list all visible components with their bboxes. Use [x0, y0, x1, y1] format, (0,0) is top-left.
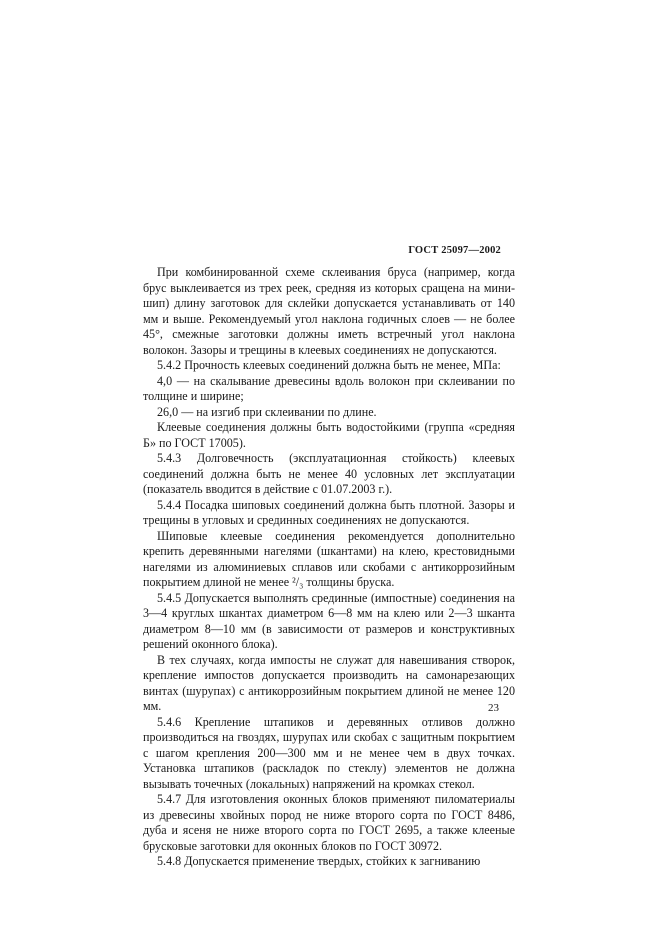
- paragraph-tenon-joints: Шиповые клеевые соединения рекомендуется дополнительно крепить деревянными нагелями (шкантами) на клею, крестовидными нагелями из алюминиевых сплавов или скобами с антикоррозийным покрытием длиной не менее ²/₃ толщины бруска.: [143, 528, 515, 589]
- paragraph-combined-gluing: При комбинированной схеме склеивания бруса (например, когда брус выклеивается из трех реек, средняя из которых сращена на мини-шип) длину заготовок для склейки допускается устанавливать от 140 мм и выше. Рекомендуемый угол наклона годичных слоев — не более 45°, смежные заготовки должны иметь встречный угол наклона волокон. Зазоры и трещины в клеевых соединениях не допускаются.: [143, 265, 515, 357]
- page-number: 23: [488, 702, 499, 714]
- document-body: [143, 265, 515, 870]
- paragraph-water-resistance: Клеевые соединения должны быть водостойкими (группа «средняя Б» по ГОСТ 17005).: [143, 420, 515, 450]
- paragraph-5-4-6: 5.4.6 Крепление штапиков и деревянных отливов должно производиться на гвоздях, шурупах или скобах с защитным покрытием с шагом крепления 200—300 мм и не менее чем в двух точках. Установка штапиков (раскладок по стеклу) элементов не должна вызывать точечных (локальных) напряжений на кромках стекол.: [143, 714, 515, 791]
- paragraph-5-4-2: 5.4.2 Прочность клеевых соединений должна быть не менее, МПа:: [157, 358, 501, 372]
- paragraph-shear-strength: 4,0 — на скалывание древесины вдоль волокон при склеивании по толщине и ширине;: [143, 373, 515, 403]
- paragraph-mullion-fastening: В тех случаях, когда импосты не служат для навешивания створок, крепление импостов допускается производить на самонарезающих винтах (шурупах) с антикоррозийным покрытием длиной не менее 120 мм.: [143, 652, 515, 713]
- paragraph-5-4-7: 5.4.7 Для изготовления оконных блоков применяют пиломатериалы из древесины хвойных пород не ниже второго сорта по ГОСТ 8486, дуба и ясеня не ниже второго сорта по ГОСТ 2695, а также клееные брусковые заготовки для оконных блоков по ГОСТ 30972.: [143, 792, 515, 853]
- paragraph-5-4-3: 5.4.3 Долговечность (эксплуатационная стойкость) клеевых соединений должна быть не менее 40 условных лет эксплуатации (показатель вводится в действие с 01.07.2003 г.).: [143, 451, 515, 496]
- paragraph-5-4-5: 5.4.5 Допускается выполнять срединные (импостные) соединения на 3—4 круглых шкантах диаметром 6—8 мм на клею или 2—3 шканта диаметром 8—10 мм (в зависимости от размеров и конструктивных решений оконного блока).: [143, 590, 515, 651]
- paragraph-5-4-4: 5.4.4 Посадка шиповых соединений должна быть плотной. Зазоры и трещины в угловых и срединных соединениях не допускаются.: [143, 497, 515, 527]
- document-header: ГОСТ 25097—2002: [408, 245, 501, 256]
- paragraph-bending-strength: 26,0 — на изгиб при склеивании по длине.: [157, 404, 377, 419]
- paragraph-5-4-8: 5.4.8 Допускается применение твердых, стойких к загниванию: [157, 854, 481, 868]
